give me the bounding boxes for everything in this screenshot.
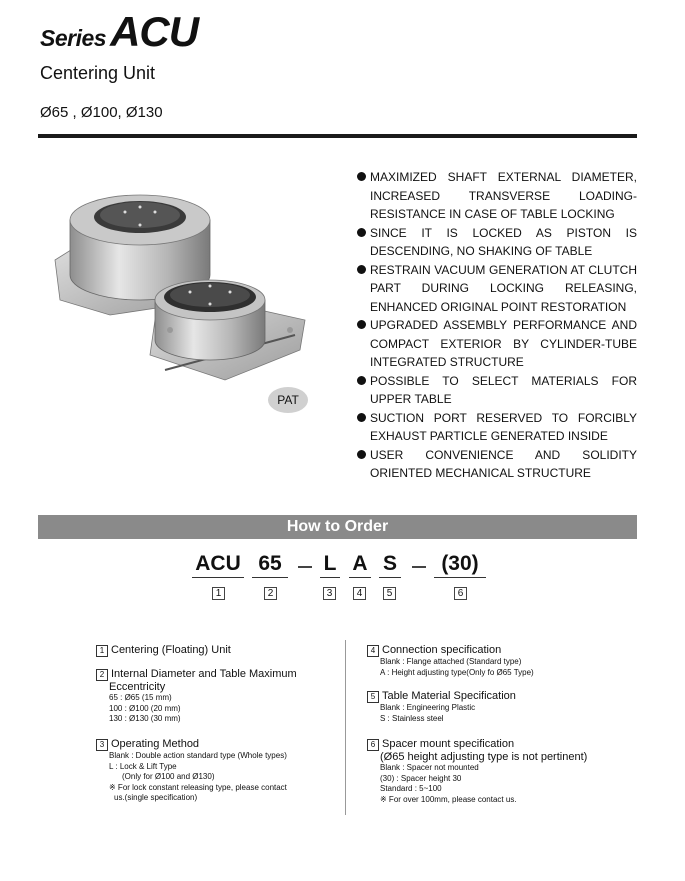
spec-line: (Only for Ø100 and Ø130): [122, 772, 215, 781]
spec-line: 130 : Ø130 (30 mm): [109, 714, 181, 723]
spec-line: Blank : Double action standard type (Whole types): [109, 751, 287, 760]
code-underline: [320, 577, 340, 578]
series-code: ACU: [110, 8, 199, 55]
order-code-operation: L: [323, 552, 337, 575]
spec-title: Connection specification: [382, 644, 502, 656]
spec-line: A : Height adjusting type(Only fo Ø65 Type): [380, 667, 534, 677]
spec-line: Blank : Engineering Plastic: [380, 703, 476, 712]
spec-line: Blank : Spacer not mounted: [380, 763, 479, 772]
patent-badge: PAT: [268, 387, 308, 413]
spec-line: us.(single specification): [114, 793, 198, 802]
spec-title: Internal Diameter and Table Maximum: [111, 668, 297, 680]
spec-number: 3: [96, 739, 108, 751]
feature-item: USER CONVENIENCE AND SOLIDITY ORIENTED MECHANICAL STRUCTURE: [357, 446, 637, 483]
spec-title: Centering (Floating) Unit: [111, 644, 231, 656]
bullet-icon: [357, 450, 366, 459]
spec-line: 65 : Ø65 (15 mm): [109, 693, 172, 702]
feature-list: [357, 168, 637, 483]
bullet-icon: [357, 265, 366, 274]
feature-item: RESTRAIN VACUUM GENERATION AT CLUTCH PART DURING LOCKING RELEASING, ENHANCED ORIGINAL POINT RESTORATION: [357, 261, 637, 317]
code-number-box: 5: [383, 587, 396, 600]
series-word: Series: [40, 25, 107, 51]
spec-number: 5: [367, 691, 379, 703]
code-number-box: 1: [212, 587, 225, 600]
bullet-icon: [357, 320, 366, 329]
spec-line: Standard : 5~100: [380, 784, 442, 793]
spec-3: [96, 738, 336, 804]
code-number-box: 4: [353, 587, 366, 600]
code-underline: [349, 577, 371, 578]
feature-item: SINCE IT IS LOCKED AS PISTON IS DESCENDING, NO SHAKING OF TABLE: [357, 224, 637, 261]
spec-5: [367, 690, 627, 724]
product-name: Centering Unit: [40, 63, 156, 83]
spec-4: [367, 644, 627, 678]
spec-line: L : Lock & Lift Type: [109, 761, 177, 771]
spec-2: [96, 668, 336, 725]
order-code-spacer: (30): [441, 552, 479, 575]
spec-number: 4: [367, 645, 379, 657]
series-title: [40, 8, 198, 56]
spec-number: 6: [367, 739, 379, 751]
column-divider: [345, 640, 346, 815]
order-code-connection: A: [352, 552, 368, 575]
bullet-icon: [357, 172, 366, 181]
code-underline: [192, 577, 244, 578]
spec-line: 100 : Ø100 (20 mm): [109, 703, 181, 713]
spec-line: ※ For lock constant releasing type, please contact: [109, 782, 287, 792]
order-code-series: ACU: [195, 552, 241, 575]
code-number-box: 6: [454, 587, 467, 600]
order-code-diameter: 65: [258, 552, 282, 575]
spec-1: [96, 644, 336, 657]
bullet-icon: [357, 413, 366, 422]
spec-title: Spacer mount specification: [382, 738, 515, 750]
spec-6: [367, 738, 627, 805]
bullet-icon: [357, 228, 366, 237]
header-divider: [38, 134, 637, 138]
spec-title-line2: Eccentricity: [109, 681, 166, 693]
spec-number: 2: [96, 669, 108, 681]
feature-item: POSSIBLE TO SELECT MATERIALS FOR UPPER TABLE: [357, 372, 637, 409]
spec-title-line2: (Ø65 height adjusting type is not pertinent): [380, 751, 588, 763]
code-underline: [379, 577, 401, 578]
spec-title: Table Material Specification: [382, 690, 516, 702]
code-underline: [434, 577, 486, 578]
code-number-box: 2: [264, 587, 277, 600]
bullet-icon: [357, 376, 366, 385]
feature-item: MAXIMIZED SHAFT EXTERNAL DIAMETER, INCREASED TRANSVERSE LOADING-RESISTANCE IN CASE OF TABLE LOCKING: [357, 168, 637, 224]
code-underline: [252, 577, 288, 578]
spec-line: ※ For over 100mm, please contact us.: [380, 794, 517, 804]
how-to-order-heading: How to Order: [38, 515, 637, 539]
code-dash: [298, 566, 312, 568]
spec-line: Blank : Flange attached (Standard type): [380, 657, 522, 666]
size-list: Ø65 , Ø100, Ø130: [40, 104, 163, 121]
feature-item: SUCTION PORT RESERVED TO FORCIBLY EXHAUST PARTICLE GENERATED INSIDE: [357, 409, 637, 446]
product-image: [50, 180, 310, 410]
code-number-box: 3: [323, 587, 336, 600]
spec-line: S : Stainless steel: [380, 713, 444, 723]
order-code-material: S: [382, 552, 397, 575]
feature-item: UPGRADED ASSEMBLY PERFORMANCE AND COMPACT EXTERIOR BY CYLINDER-TUBE INTEGRATED STRUCTURE: [357, 316, 637, 372]
spec-title: Operating Method: [111, 738, 200, 750]
code-dash: [412, 566, 426, 568]
spec-line: (30) : Spacer height 30: [380, 773, 462, 783]
spec-number: 1: [96, 645, 108, 657]
